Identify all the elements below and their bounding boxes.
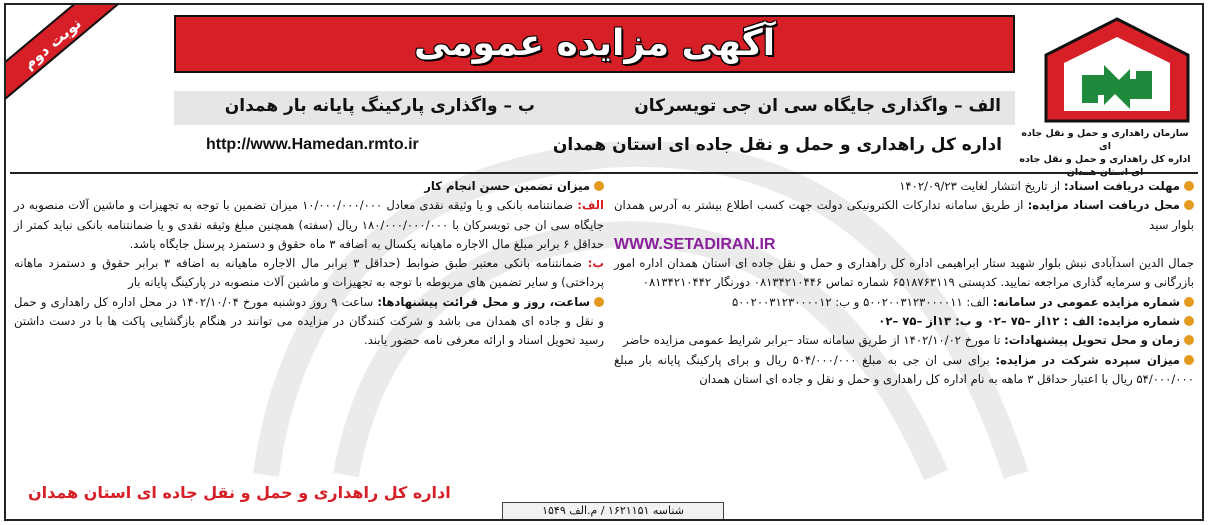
subject-bar (174, 91, 1015, 125)
setad-url[interactable]: WWW.SETADIRAN.IR (614, 235, 776, 253)
address-text: جمال الدین اسدآبادی نبش بلوار شهید ستار ابراهیمی اداره کل راهداری و حمل و نقل جاده ای استان همدان اداره امور بازرگانی و سرمایه گذاری مراجعه نمایید. کدپستی ۶۵۱۸۷۶۳۱۱۹ شماره تماس ۰۸۱۳۴۲۱۰۴۴۶ دورنگار ۰۸۱۳۴۲۱۰۴۴۲ (614, 256, 1194, 290)
bullet-icon (1184, 297, 1194, 307)
bullet-icon (1184, 355, 1194, 365)
auction-notice (4, 3, 1204, 521)
bullet-icon (1184, 181, 1194, 191)
subject-b: ب – واگذاری پارکینگ پایانه بار همدان (224, 96, 535, 116)
notice-title: آگهی مزایده عمومی (413, 23, 776, 64)
guarantee-heading: میزان تضمین حسن انجام کار (14, 177, 604, 196)
header-divider (10, 172, 1198, 174)
guarantee-alef: الف: ضمانتنامه بانکی و یا وثیقه نقدی معادل ۱۰/۰۰۰/۰۰۰/۰۰۰ میزان تضمین با توجه به تجهیزات و ماشین آلات منصوبه در جایگاه سی ان جی تویسرکان با ۱۸۰/۰۰۰/۰۰۰/۰۰۰ ریال (سفته) همچنین مبلغ وثیقه نقدی و یا ضمانتنامه بانکی نباید کمتر از حداقل ۶ برابر مبلغ مال الاجاره ماهیانه یکسال به اضافه ۳ ماه حقوق و دستمزد پرسنل جایگاه باشد. (14, 198, 605, 251)
website-link[interactable]: http://www.Hamedan.rmto.ir (206, 136, 419, 153)
opening-item: ساعت، روز و محل قرائت پیشنهادها: ساعت ۹ روز دوشنبه مورخ ۱۴۰۲/۱۰/۰۴ در محل اداره کل راهداری و حمل و نقل و جاده ای همدان می باشد و شرکت کنندگان در مزایده می توانند در هنگام بازگشایی پاکت ها با در دست داشتن رسید تحویل اسناد و ارائه معرفی نامه حضور یابند. (14, 294, 604, 348)
bullet-icon (594, 181, 604, 191)
bullet-icon (1184, 200, 1194, 210)
bullet-icon (594, 297, 604, 307)
notice-id: شناسه ۱۶۲۱۱۵۱ / م.الف ۱۵۴۹ (502, 502, 724, 520)
left-column (14, 177, 604, 351)
guarantee-be: ب: ضمانتنامه بانکی معتبر طبق ضوابط (حداقل ۳ برابر مال الاجاره ماهیانه به اضافه ۳ برابر حقوق و دستمزد ماهانه پرداختی) و سایر تضمین های مربوطه با توجه به تجهیزات و ماشین آلات منصوبه در پارکینگ پایانه بار (14, 256, 605, 290)
bullet-icon (1184, 335, 1194, 345)
deposit-item: میزان سپرده شرکت در مزایده: برای سی ان جی به مبلغ ۵۰۴/۰۰۰/۰۰۰ ریال و برای پارکینگ پایانه بار مبلغ ۵۴/۰۰۰/۰۰۰ ریال با اعتبار حداقل ۳ ماهه به نام اداره کل راهداری و حمل و نقل و جاده ای استان همدان (614, 352, 1194, 386)
rmto-logo-icon (1042, 15, 1192, 125)
second-round-ribbon: نوبت دوم (4, 3, 126, 108)
signature: اداره کل راهداری و حمل و نقل جاده ای استان همدان (28, 483, 451, 502)
system-number-item: شماره مزایده عمومی در سامانه: الف: ۵۰۰۲۰۰۳۱۲۳۰۰۰۰۱۱ و ب: ۵۰۰۲۰۰۳۱۲۳۰۰۰۰۱۲ (614, 293, 1194, 312)
organization-name: اداره کل راهداری و حمل و نقل جاده ای استان همدان (552, 135, 1002, 155)
title-banner (174, 15, 1015, 73)
submission-time-item: زمان و محل تحویل پیشنهادات: تا مورخ ۱۴۰۲/۱۰/۰۲ از طریق سامانه ستاد –برابر شرایط عمومی مزایده حاضر (614, 331, 1194, 350)
bullet-icon (1184, 316, 1194, 326)
doc-place-item: محل دریافت اسناد مزایده: از طریق سامانه تدارکات الکترونیکی دولت جهت کسب اطلاع بیشتر به آدرس همدان بلوار سید (614, 198, 1194, 232)
auction-number-item: شماره مزایده: الف : ۱۲از –۷۵ –۰۲ و ب: ۱۳از –۷۵ –۰۲ (614, 312, 1194, 331)
logo-caption: سازمان راهداری و حمل و نقل جاده ای اداره کل راهداری و حمل و نقل جاده (1019, 128, 1191, 165)
right-column (614, 177, 1194, 389)
subject-a: الف – واگذاری جایگاه سی ان جی تویسرکان (634, 96, 1001, 116)
deadline-item: مهلت دریافت اسناد: از تاریخ انتشار لغایت ۱۴۰۲/۰۹/۲۳ (614, 177, 1194, 196)
